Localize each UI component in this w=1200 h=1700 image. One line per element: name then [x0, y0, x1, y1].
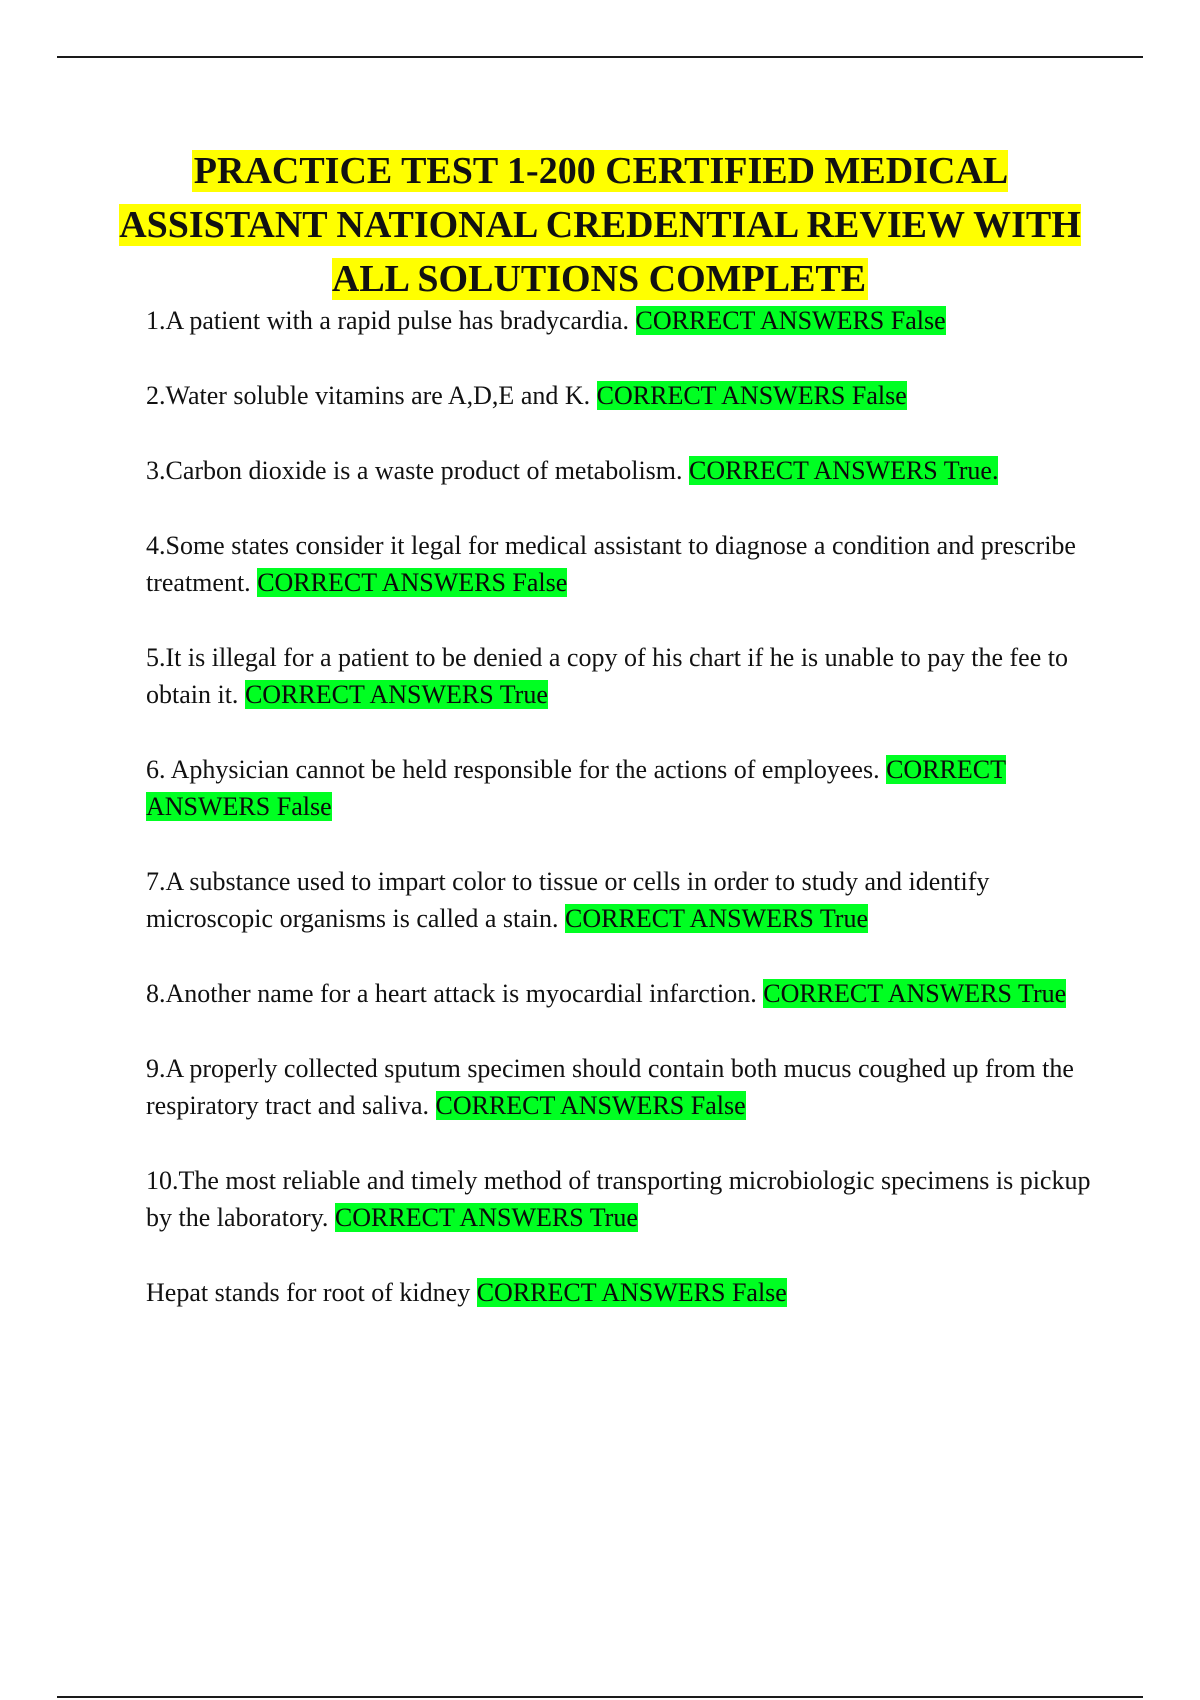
answer-highlight: CORRECT ANSWERS False [596, 381, 907, 410]
question-item [146, 639, 1092, 713]
answer-highlight: CORRECT ANSWERS True [763, 979, 1067, 1008]
question-item [146, 1162, 1092, 1236]
question-item [146, 975, 1092, 1012]
question-item [146, 751, 1092, 825]
question-text: 8.Another name for a heart attack is myocardial infarction. [146, 979, 757, 1008]
answer-highlight: CORRECT ANSWERS False [435, 1091, 746, 1120]
answer-highlight: CORRECT ANSWERS False [146, 755, 1007, 821]
question-item [146, 302, 1092, 339]
question-text: 5.It is illegal for a patient to be denied a copy of his chart if he is unable to pay the fee to obtain it. [146, 643, 1068, 709]
answer-highlight: CORRECT ANSWERS False [635, 306, 946, 335]
bottom-rule [57, 1696, 1143, 1698]
answer-highlight: CORRECT ANSWERS False [257, 568, 568, 597]
question-text: 2.Water soluble vitamins are A,D,E and K. [146, 381, 591, 410]
answer-highlight: CORRECT ANSWERS True [244, 680, 548, 709]
question-item [146, 377, 1092, 414]
question-text: 10.The most reliable and timely method of transporting microbiologic specimens is pickup by the laboratory. [146, 1166, 1091, 1232]
answer-highlight: CORRECT ANSWERS False [476, 1278, 787, 1307]
question-text: 9.A properly collected sputum specimen should contain both mucus coughed up from the respiratory tract and saliva. [146, 1054, 1074, 1120]
question-text: 6. Aphysician cannot be held responsible for the actions of employees. [146, 755, 880, 784]
question-item [146, 863, 1092, 937]
question-item [146, 452, 1092, 489]
question-item [146, 1050, 1092, 1124]
question-text: Hepat stands for root of kidney [146, 1278, 471, 1307]
question-text: 7.A substance used to impart color to tissue or cells in order to study and identify microscopic organisms is called a stain. [146, 867, 990, 933]
top-rule [57, 56, 1143, 58]
question-list [146, 302, 1092, 1349]
answer-highlight: CORRECT ANSWERS True. [689, 456, 999, 485]
answer-highlight: CORRECT ANSWERS True [334, 1203, 638, 1232]
answer-highlight: CORRECT ANSWERS True [565, 904, 868, 933]
document-title [100, 144, 1100, 306]
question-text: 4.Some states consider it legal for medical assistant to diagnose a condition and prescribe treatment. [146, 531, 1076, 597]
question-text: 3.Carbon dioxide is a waste product of metabolism. [146, 456, 683, 485]
question-item [146, 527, 1092, 601]
title-highlight: PRACTICE TEST 1-200 CERTIFIED MEDICAL ASSISTANT NATIONAL CREDENTIAL REVIEW WITH ALL SOLUTIONS COMPLETE [119, 150, 1081, 300]
question-text: 1.A patient with a rapid pulse has bradycardia. [146, 306, 630, 335]
question-item [146, 1274, 1092, 1311]
